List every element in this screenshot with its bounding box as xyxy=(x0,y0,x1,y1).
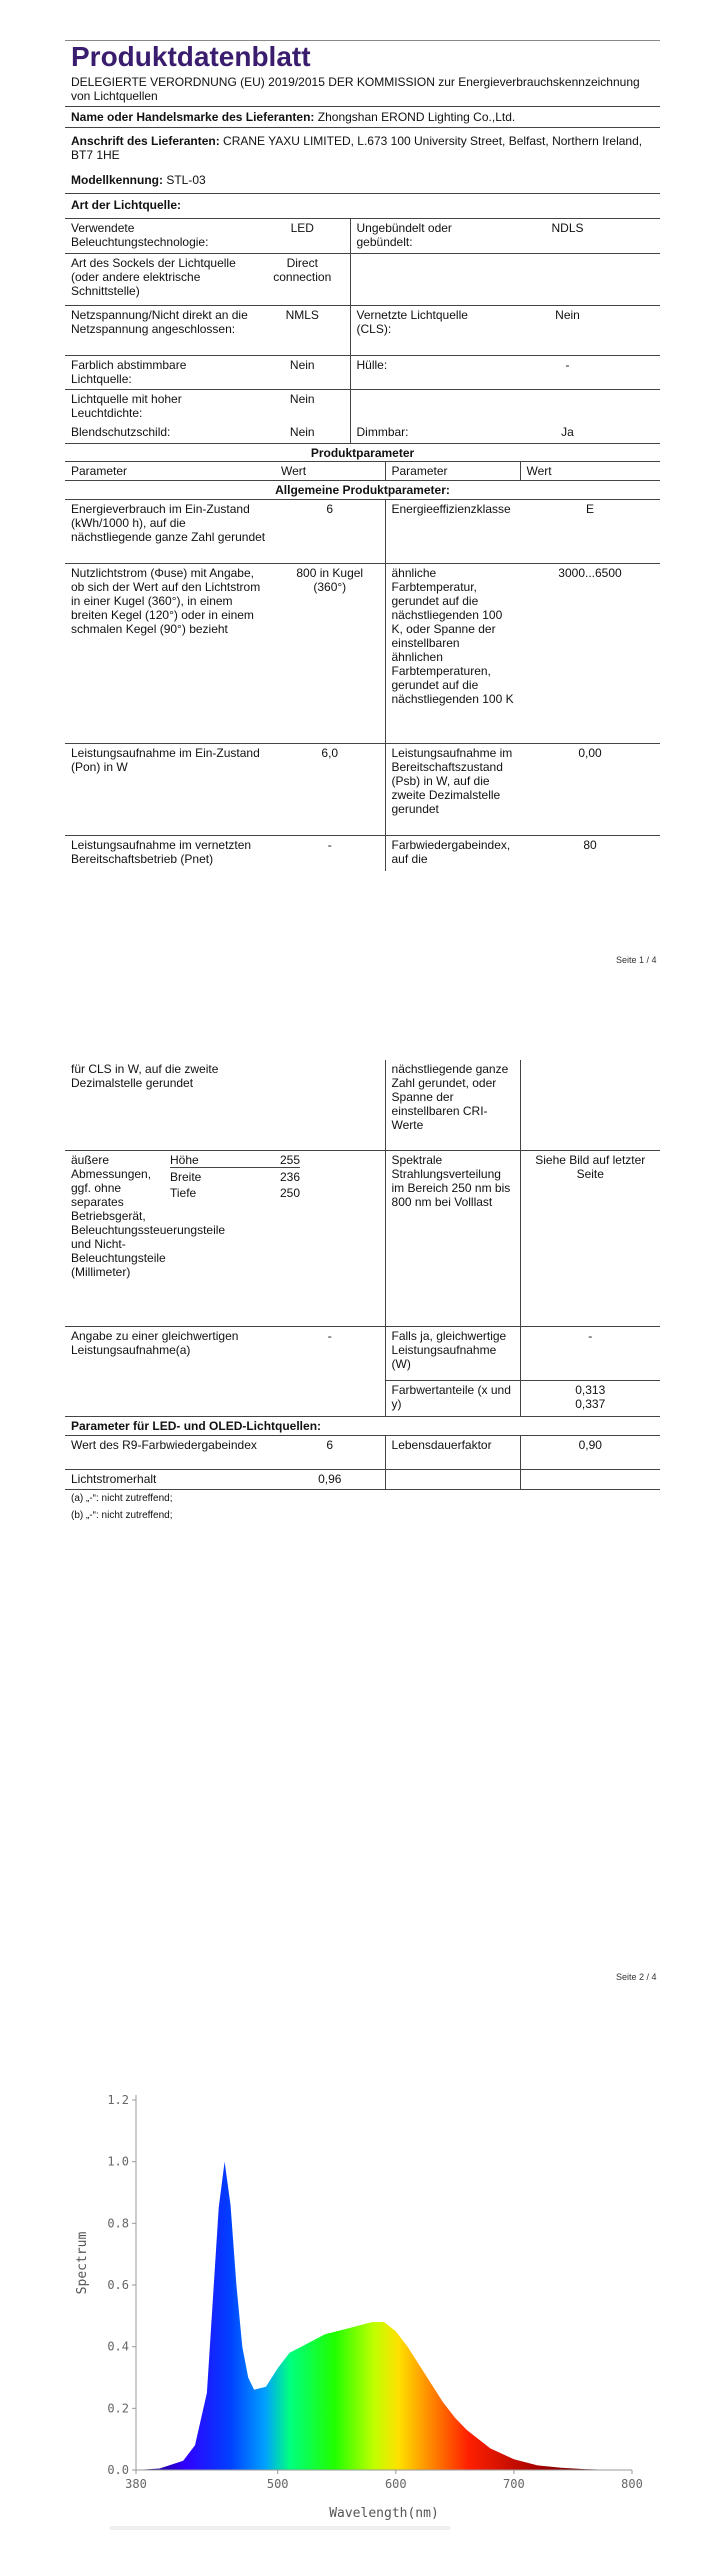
x-tick-label: 380 xyxy=(125,2477,147,2491)
type-label: Netzspannung/Nicht direkt an die Netzspannung angeschlossen: xyxy=(65,305,255,355)
type-label: Farblich abstimmbare Lichtquelle: xyxy=(65,355,255,389)
model-row xyxy=(65,165,660,193)
page-2 xyxy=(65,1060,660,1524)
y-tick-label: 0.0 xyxy=(107,2463,129,2477)
model-label: Modellkennung: xyxy=(71,173,163,187)
param-label: Falls ja, gleichwertige Leistungsaufnahme (W) xyxy=(385,1326,520,1380)
type-label: Art des Sockels der Lichtquelle (oder andere elektrische Schnittstelle) xyxy=(65,253,255,305)
param-label: Energieverbrauch im Ein-Zustand (kWh/1000 h), auf die nächstliegende ganze Zahl gerundet xyxy=(65,499,275,563)
param-label: Leistungsaufnahme im Ein-Zustand (Pon) in W xyxy=(65,743,275,835)
type-value: - xyxy=(475,355,660,389)
params-header: Produktparameter xyxy=(310,445,415,460)
dim-value: 236 xyxy=(279,1169,300,1184)
param-value: 6 xyxy=(275,499,385,563)
param-row xyxy=(65,1380,660,1416)
param-row xyxy=(65,1150,660,1326)
type-value: Nein xyxy=(255,355,350,389)
param-row xyxy=(65,1326,660,1380)
spectrum-chart xyxy=(0,2060,721,2560)
x-axis-label: Wavelength(nm) xyxy=(329,2506,439,2521)
type-label: Vernetzte Lichtquelle (CLS): xyxy=(350,305,475,355)
param-row xyxy=(65,1469,660,1489)
spectrum-area xyxy=(136,2162,632,2470)
type-value: LED xyxy=(255,219,350,253)
param-value: E xyxy=(520,499,660,563)
type-label xyxy=(350,253,475,305)
param-label: ähnliche Farbtemperatur, gerundet auf die nächstliegenden 100 K, oder Spanne der einstellbaren ähnlichen Farbtemperaturen, gerundet auf die nächstliegenden 100 K xyxy=(385,563,520,743)
y-tick-label: 0.4 xyxy=(107,2339,129,2354)
chroma-x: 0,313 xyxy=(575,1382,606,1397)
supplier-address-label: Anschrift des Lieferanten: xyxy=(71,134,220,148)
page-number: Seite 2 / 4 xyxy=(616,1972,657,1982)
supplier-name-label: Name oder Handelsmarke des Lieferanten: xyxy=(71,110,315,124)
general-header: Allgemeine Produktparameter: xyxy=(65,480,660,499)
param-label: für CLS in W, auf die zweite Dezimalstelle gerundet xyxy=(65,1060,275,1150)
type-header: Art der Lichtquelle: xyxy=(71,198,182,212)
param-row xyxy=(65,743,660,835)
param-row xyxy=(65,563,660,743)
type-value: Nein xyxy=(475,305,660,355)
param-value: 6 xyxy=(275,1435,385,1469)
type-row xyxy=(65,305,660,355)
y-tick-label: 0.6 xyxy=(107,2278,129,2292)
param-value: 0,00 xyxy=(520,743,660,835)
param-label: Farbwiedergabeindex, auf die xyxy=(385,835,520,871)
dims-cell xyxy=(170,1150,385,1326)
param-value: 800 in Kugel (360°) xyxy=(275,563,385,743)
supplier-address: CRANE YAXU LIMITED, L.673 100 University Street, Belfast, Northern Ireland, BT7 1HE xyxy=(71,134,643,162)
type-row xyxy=(65,253,660,305)
param-value xyxy=(275,1380,385,1416)
plot-area xyxy=(107,2093,643,2491)
type-row xyxy=(65,389,660,423)
param-value: 6,0 xyxy=(275,743,385,835)
param-value xyxy=(520,1380,660,1416)
type-value xyxy=(475,253,660,305)
dim-value: 255 xyxy=(250,1153,300,1168)
supplier-name-row xyxy=(65,107,660,127)
y-tick-label: 1.0 xyxy=(107,2154,129,2169)
x-tick-label: 800 xyxy=(621,2477,643,2491)
param-value xyxy=(520,1469,660,1489)
param-label: Farbwertanteile (x und y) xyxy=(385,1380,520,1416)
param-value: Siehe Bild auf letzter Seite xyxy=(520,1150,660,1326)
dims-label: äußere Abmessungen, ggf. ohne separates Betriebsgerät, Beleuchtungssteuerungsteile und Nicht-Beleuchtungsteile (Millimeter) xyxy=(65,1150,170,1326)
dim-key: Tiefe xyxy=(170,1185,197,1200)
type-row xyxy=(65,219,660,253)
y-tick-label: 0.8 xyxy=(107,2216,129,2231)
type-label: Lichtquelle mit hoher Leuchtdichte: xyxy=(71,391,182,420)
param-value xyxy=(275,1060,385,1150)
type-value: NMLS xyxy=(255,305,350,355)
general-header-row xyxy=(65,480,660,499)
param-label: Angabe zu einer gleichwertigen Leistungsaufnahme(a) xyxy=(71,1328,239,1357)
col-header-param: Parameter xyxy=(65,462,275,481)
param-label: Wert des R9-Farbwiedergabeindex xyxy=(65,1435,275,1469)
param-value: 3000...6500 xyxy=(520,563,660,743)
param-row xyxy=(65,499,660,563)
y-axis-label: Spectrum xyxy=(75,2231,90,2295)
type-value: Direct connection xyxy=(255,253,350,305)
type-label: Hülle: xyxy=(350,355,475,389)
type-row xyxy=(65,355,660,389)
footnote-b: (b) „-“: nicht zutreffend; xyxy=(71,1509,173,1521)
model-id: STL-03 xyxy=(166,173,206,187)
y-tick-label: 0.2 xyxy=(107,2401,129,2416)
param-row xyxy=(65,835,660,871)
param-label: Lichtstromerhalt xyxy=(65,1469,275,1489)
param-label: Spektrale Strahlungsverteilung im Bereich 250 nm bis 800 nm bei Volllast xyxy=(385,1150,520,1326)
led-header: Parameter für LED- und OLED-Lichtquellen: xyxy=(65,1416,660,1435)
param-label: Lebensdauerfaktor xyxy=(385,1435,520,1469)
param-label: Nutzlichtstrom (Φuse) mit Angabe, ob sich der Wert auf den Lichtstrom in einer Kugel (360°), in einem breiten Kegel (120°) oder in einem schmalen Kegel (90°) bezieht xyxy=(65,563,275,743)
document-title: Produktdatenblatt xyxy=(71,41,311,72)
param-value xyxy=(520,1060,660,1150)
param-value: - xyxy=(327,837,332,852)
x-tick-label: 500 xyxy=(266,2477,289,2491)
param-row xyxy=(65,1435,660,1469)
dims-list xyxy=(170,1153,385,1200)
type-label: Dimmbar: xyxy=(350,423,475,443)
type-value: Ja xyxy=(475,423,660,443)
x-tick-label: 700 xyxy=(503,2477,525,2491)
dim-key: Breite xyxy=(170,1169,202,1184)
param-label: Leistungsaufnahme im vernetzten Bereitschaftsbetrieb (Pnet) xyxy=(71,837,252,866)
col-header-value: Wert xyxy=(275,462,385,481)
led-header-row xyxy=(65,1416,660,1435)
param-value: - xyxy=(520,1326,660,1380)
chroma-y: 0,337 xyxy=(575,1396,606,1411)
dim-key: Höhe xyxy=(170,1153,250,1168)
supplier-name: Zhongshan EROND Lighting Co.,Ltd. xyxy=(317,110,516,124)
col-header-param: Parameter xyxy=(385,462,520,481)
type-row xyxy=(65,423,660,443)
col-header-value: Wert xyxy=(520,462,660,481)
type-value: NDLS xyxy=(475,219,660,253)
param-label: Energieeffizienzklasse xyxy=(385,499,520,563)
param-label: Leistungsaufnahme im Bereitschaftszustand (Psb) in W, auf die zweite Dezimalstelle gerundet xyxy=(385,743,520,835)
footnote-a: (a) „-“: nicht zutreffend; xyxy=(71,1492,173,1504)
param-value: - xyxy=(327,1328,332,1343)
page-number: Seite 1 / 4 xyxy=(616,955,657,965)
y-tick-label: 1.2 xyxy=(107,2093,129,2107)
regulation-text: DELEGIERTE VERORDNUNG (EU) 2019/2015 DER KOMMISSION zur Energieverbrauchskennzeichnung von Lichtquellen xyxy=(71,75,640,103)
param-label xyxy=(385,1469,520,1489)
type-value: Nein xyxy=(289,391,315,406)
type-label xyxy=(350,389,475,423)
param-label: nächstliegende ganze Zahl gerundet, oder Spanne der einstellbaren CRI-Werte xyxy=(385,1060,520,1150)
param-label xyxy=(65,1380,275,1416)
type-label: Blendschutzschild: xyxy=(65,423,255,443)
type-value: Nein xyxy=(255,423,350,443)
param-value: 0,96 xyxy=(275,1469,385,1489)
param-row xyxy=(65,1060,660,1150)
bottom-smudge xyxy=(110,2526,450,2530)
params-table-cont xyxy=(65,1060,660,1490)
type-table xyxy=(65,219,660,444)
param-value: 0,90 xyxy=(520,1435,660,1469)
page-1 xyxy=(65,40,660,871)
params-col-headers xyxy=(65,462,660,481)
dim-value: 250 xyxy=(279,1185,300,1200)
supplier-address-row xyxy=(65,128,660,165)
params-table xyxy=(65,462,660,872)
type-label: Ungebündelt oder gebündelt: xyxy=(350,219,475,253)
type-label: Verwendete Beleuchtungstechnologie: xyxy=(65,219,255,253)
type-value xyxy=(475,389,660,423)
x-tick-label: 600 xyxy=(384,2477,407,2491)
param-value: 80 xyxy=(583,837,597,852)
